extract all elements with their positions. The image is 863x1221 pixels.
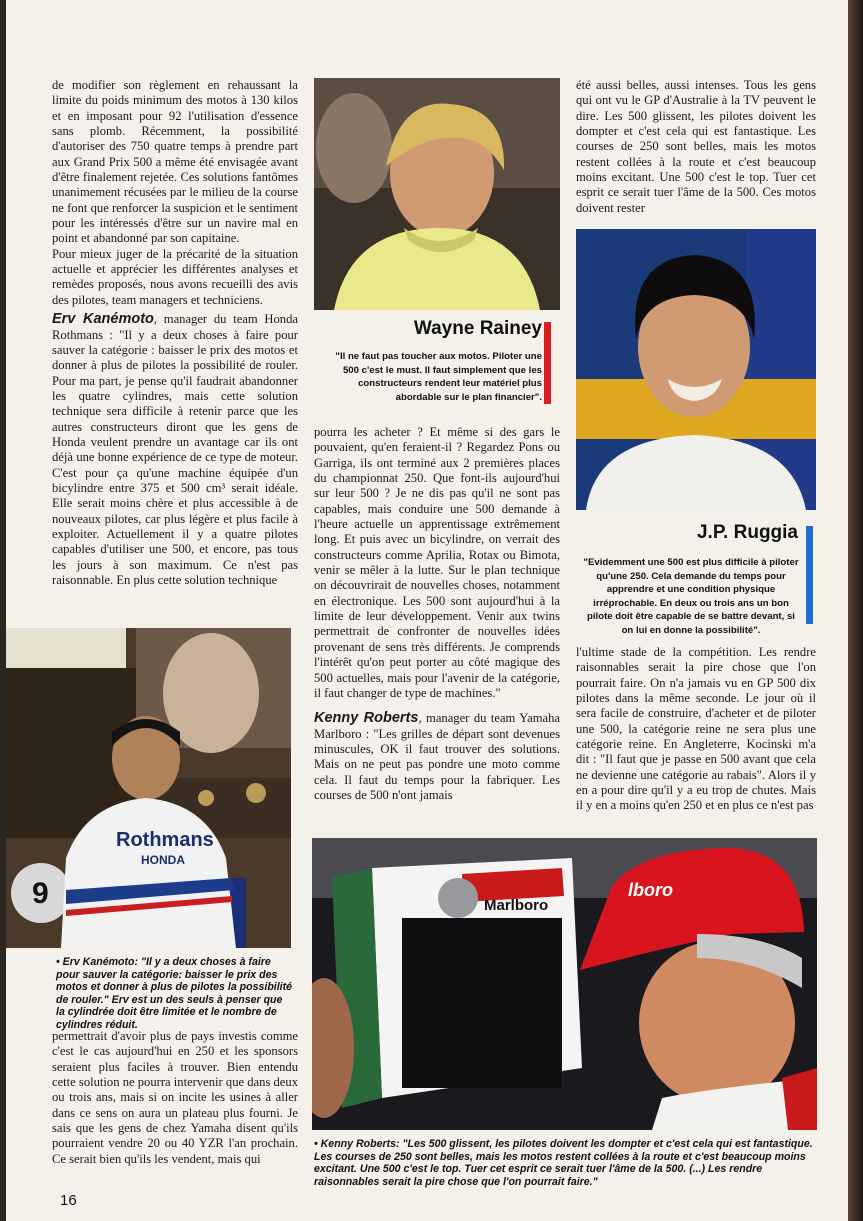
- ruggia-accent-bar: [806, 526, 813, 624]
- column-1-bottom: [52, 1029, 298, 1167]
- rainey-quote: "Il ne faut pas toucher aux motos. Piloter une 500 c'est le must. Il faut simplement que les constructeurs rendent leur matériel plus abordable sur le plan financier".: [335, 351, 542, 403]
- paragraph-method: Pour mieux juger de la précarité de la situation actuelle et apprécier les différentes analyses et remèdes proposés, nous avons recueilli des avis des pilotes, team managers et techniciens.: [52, 246, 298, 307]
- kanemoto-photo: [6, 628, 291, 948]
- column-3-middle: [576, 645, 816, 814]
- fairing-marlboro-text: Marlboro: [484, 897, 549, 914]
- rainey-name: Wayne Rainey: [413, 318, 542, 339]
- kanemoto-lead: Erv Kanémoto: [52, 311, 154, 328]
- page-binding-edge: [848, 0, 863, 1221]
- roberts-photo: [312, 838, 817, 1130]
- column-3-top: [576, 78, 816, 216]
- roberts-text: , manager du team Yamaha Marlboro : "Les grilles de départ sont devenues minuscules, OK il faut trouver des solutions. Mais on ne peut pas pondre une moto comme cela. Il faut du temps pour la fabriquer. Les courses de 500 n'ont jamais: [314, 711, 561, 802]
- rainey-photo: [314, 78, 560, 310]
- page-number: 16: [60, 1192, 77, 1209]
- roberts-caption: • Kenny Roberts: "Les 500 glissent, les pilotes doivent les dompter et c'est cela qui est fantastique. Les courses de 250 sont belles, mais les motos restent collées à la route et c'est beaucoup moins excitant. Une 500 c'est le top. Tuer cet esprit ce serait tuer l'âme de la 500. (...) Les rendre raisonnables serait la pire chose que l'on pourrait faire.": [314, 1138, 813, 1188]
- ruggia-quote: "Evidemment une 500 est plus difficile à piloter qu'une 250. Cela demande du temps pour apprendre et une condition physique irréprochable. En deux ou trois ans un bon pilote doit être capable de se battre devant, si on lui en donne la possibilité".: [583, 557, 799, 636]
- shirt-rothmans-text: Rothmans: [116, 829, 214, 851]
- column-1-top: [52, 78, 298, 588]
- paragraph-intro: de modifier son règlement en rehaussant la limite du poids minimum des motos à 130 kilos et en imposant pour 92 l'utilisation d'essence sans plomb. Récemment, la possibilité d'autoriser des 750 quatre temps à prendre part aux Grand Prix 500 a même été envisagée avant d'être finalement rejetée. Ces solutions fantômes unanimement récusées par le milieu de la course ne font que renforcer la suspicion et le sentiment pour les intéressés d'être sur un navire mal en point et abandonné par son capitaine.: [52, 78, 298, 246]
- kanemoto-caption: • Erv Kanémoto: "Il y a deux choses à faire pour sauver la catégorie: baisser le prix des motos et donner à plus de pilotes la possibilité de rouler." Erv est un des seuls à penser que la cylindrée doit être limitée et le nombre de cylindres réduit.: [56, 956, 293, 1031]
- column-2-middle: [314, 425, 560, 803]
- paragraph-col3-mid: l'ultime stade de la compétition. Les rendre raisonnables serait la pire chose que l'on pourrait faire. On n'a jamais vu en GP 500 dix pilotes dans la même seconde. Le jour où il sera facile de construire, d'acheter et de piloter une 500, la catégorie reine ne sera plus une catégorie reine. En Angleterre, Kocinski m'a dit : "Il faut que je passe en 500 avant que cela ne devienne une catégorie au rabais". Alors il y en a pour dire qu'il y a eu trop de chutes. Mais il y en a moins qu'en 250 et en plus ce n'est pas: [576, 645, 816, 813]
- ruggia-name: J.P. Ruggia: [696, 522, 798, 543]
- bike-number-text: 9: [32, 877, 49, 910]
- roberts-lead: Kenny Roberts: [314, 710, 419, 727]
- shirt-honda-text: HONDA: [141, 853, 185, 867]
- paragraph-col1-bottom: permettrait d'avoir plus de pays investis comme c'est le cas aujourd'hui en 250 et les sponsors seraient plus faciles à trouver. Bien entendu cette solution ne pourra intervenir que dans deux ou trois ans, mais si on incite les usines à aller dans ce sens on aura un plateau plus fourni. Je sais que les gens de chez Yamaha disent qu'ils pourraient vendre 20 ou 40 YZR l'an prochain. Ce serait bien qu'ils les vendent, mais qui: [52, 1029, 298, 1166]
- paragraph-roberts: [314, 711, 560, 803]
- ruggia-photo: [576, 229, 816, 510]
- paragraph-col2: pourra les acheter ? Et même si des gars le pouvaient, qu'en feraient-il ? Regardez Pons ou Garriga, ils ont terminé aux 2 premières places du championnat 250. Que font-ils aujourd'hui sur leur 500 ? Je ne dis pas qu'il ne sont pas capables, mais conduire une 500 demande à l'heure actuelle un apprentissage extrêmement long. Et puis avec un bicylindre, on verrait des constructeurs comme Aprilia, Rotax ou Bimota, venir se mêler à la lutte. Sur le plan technique on découvrirait de nouvelles choses, notamment en électronique. Les 500 sont aujourd'hui à la limite de leur développement. Venir aux twins permettrait de confronter de nouvelles idées provenant de sens très différents. Je comprends l'intérêt qu'on peut porter au côté magique des 500 actuelles, mais pour l'avenir de la catégorie, il faut changer de type de machines.": [314, 425, 560, 700]
- paragraph-col3-top: été aussi belles, aussi intenses. Tous les gens qui ont vu le GP d'Australie à la TV peuvent le dire. Les 500 glissent, les pilotes doivent les dompter et c'est cela qui est fantastique. Les courses de 250 sont belles, mais les motos restent collées à la route et c'est beaucoup moins excitant. Une 500 c'est le top. Tuer cet esprit ce serait tuer l'âme de la 500. Ces motos doivent rester: [576, 78, 816, 215]
- magazine-page: [6, 0, 848, 1221]
- cap-marlboro-text: lboro: [628, 880, 673, 900]
- paragraph-kanemoto: [52, 312, 298, 588]
- rainey-accent-bar: [544, 322, 551, 404]
- kanemoto-text: , manager du team Honda Rothmans : "Il y a deux choses à faire pour sauver la catégorie : baisser le prix des motos et donner à plus de pilotes la possibilité de rouler. Pour ma part, je pense qu'il faudrait abandonner les quatre cylindres, mais cette solution technique sera difficile à retenir parce que les autres constructeurs diront que les gens de Honda veulent prendre un avantage car ils ont déjà une bonne expérience de ce type de moteur. C'est pour ça qu'une machine équipée d'un bicylindre entre 375 et 500 cm³ serait idéale. Elle serait moins chère et plus accessible à de nouveaux pilotes, car plus légère et plus facile à exploiter. Actuellement il y a quatre pilotes capables d'utiliser une 500, et encore, pas tous les jours à son maximum. Ce n'est pas raisonnable. En plus cette solution technique: [52, 312, 298, 587]
